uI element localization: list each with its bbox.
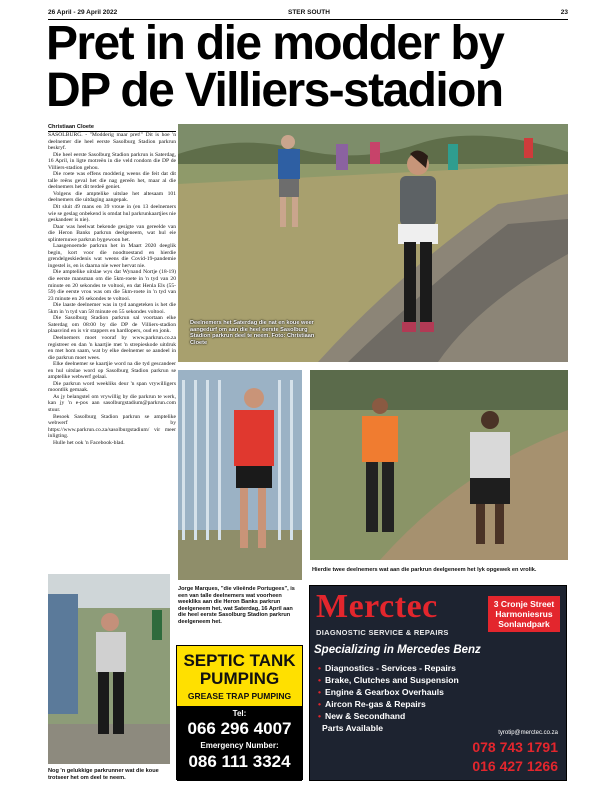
- issue-date: 26 April - 29 April 2022: [48, 9, 118, 16]
- byline: Christiaan Cloete: [48, 124, 176, 132]
- main-photo-caption: Deelnemers het Saterdag die nat en koue weer aangedurf om aan die heel eerste Sasolburg Stadion parkrun deel te neem. Foto: Christiaan Cloete: [190, 320, 315, 346]
- merctec-phone-1: 078 743 1791: [472, 739, 558, 755]
- body-paragraph: Laasgenoemde parkrun het in Maart 2020 deeglik begin, kort voor die noodtoestand en hierdie grendelgeskiedenis wat weens die Covid-19-pandemie ingestel is, en is daarna nie weer hervat nie.: [48, 243, 176, 269]
- body-paragraph: Die parkrun word weekliks deur 'n span vrywilligers moontlik gemaak.: [48, 380, 176, 394]
- body-paragraph: Die laaste deelnemer was in tyd aangeteken is het die 5km in 'n tyd van 58 minute en 55 sekondes voltooi.: [48, 302, 176, 315]
- merctec-service-item: • Engine & Gearbox Overhauls: [318, 687, 444, 697]
- body-paragraph: Besoek Sasolburg Stadion parkrun se amptelike webwerf by https://www.parkrun.co.za/sasolburgstadium/ vir meer inligting.: [48, 413, 176, 440]
- headline-line-1: Pret in die modder by: [46, 17, 504, 70]
- septic-tel-number: 066 296 4007: [187, 719, 292, 738]
- merctec-service-item: • Brake, Clutches and Suspension: [318, 675, 459, 685]
- septic-ad-line-2: PUMPING: [199, 669, 280, 688]
- bullet-icon: •: [318, 699, 322, 709]
- merctec-address-line: Harmoniesrus: [495, 609, 553, 619]
- septic-ad-phone-box: [177, 706, 302, 781]
- jorge-marques-caption: Jorge Marques, "die vlieënde Portugees", is een van talle deelnemers wat voorheen weekliks aan die Heron Banks parkrun deelgeneem het, wat Saterdag, 16 April aan die heel eerste Sasolburg Stadion parkrun deelgeneem het.: [178, 586, 295, 625]
- merctec-advert: [309, 585, 567, 781]
- two-runners-caption: Hierdie twee deelnemers wat aan die parkrun deelgeneem het lyk opgewek en vrolik.: [312, 567, 537, 573]
- body-paragraph: Die heel eerste Sasolburg Stadion parkrun is Saterdag, 16 April, in ligte motreën in die veld rondom die DP de Villiers-stadion gehou.: [48, 151, 176, 171]
- photo-man-red-shirt: [178, 370, 302, 580]
- merctec-phone-2: 016 427 1266: [472, 758, 558, 774]
- merctec-address-line: Sonlandpark: [498, 619, 550, 629]
- bullet-icon: •: [318, 711, 322, 721]
- body-paragraph: As jy belangstel om vrywillig by die parkrun te werk, kan jy 'n e-pos aan sasolburgstadium@parkrun.com stuur.: [48, 393, 176, 413]
- body-paragraph: Hulle het ook 'n Facebook-blad.: [53, 439, 125, 446]
- septic-emergency-number: 086 111 3324: [188, 752, 291, 771]
- septic-ad-line-3: GREASE TRAP PUMPING: [187, 691, 292, 701]
- photo-two-runners: [310, 370, 568, 560]
- body-paragraph: Volgens die amptelike uitslae het altesaam 101 deelnemers die uitdaging aangepak.: [48, 190, 176, 204]
- main-photo-runners-on-muddy-path: [178, 124, 568, 362]
- merctec-service-item: • New & Secondhand: [318, 711, 406, 721]
- body-paragraph: SASOLBURG. - "Modderig maar pret!" Dit is hoe 'n deelnemer die heel eerste Sasolburg Stadion parkrun beskryf.: [48, 132, 176, 152]
- merctec-specialising: Specializing in Mercedes Benz: [314, 644, 481, 656]
- body-paragraph: Die roete was effens modderig weens die feit dat dit talle reëns geval het die nag gereën het, maar al die deelnemers het dit terdeë geniet.: [48, 171, 176, 191]
- photo-woman-runner: [48, 574, 170, 764]
- headline: [46, 17, 576, 117]
- body-paragraph: Elke deelnemer se kaartjie word na die tyd gescandeer en hul uitslae word op Sasolburg Stadion parkrun se amptelike webwerf gelaai.: [48, 361, 176, 381]
- body-paragraph: Daar was heelwat bekende gesigte van gereelde van die Heron Banks parkrun deelgeneem, wat hul eie splinternuwe parkrun bygewoon het.: [48, 223, 176, 243]
- merctec-tagline: DIAGNOSTIC SERVICE & REPAIRS: [316, 628, 449, 637]
- merctec-service-item: Parts Available: [322, 723, 383, 733]
- body-paragraph: Dit sluit 49 mans en 39 vroue in (en 13 deelnemers wie se geslag onbekend is omdat hul parkrunkaartjies nie geskandeer is nie).: [48, 204, 176, 224]
- body-paragraph: Die amptelike uitslae wys dat Wynand Nortje (18-19) die eerste mansman om die 5km-roete in 'n tyd van 20 minute en 20 sekondes te voltooi, en dat Henla Els (55-59) die eerste vrou was om die 5km-roete in 'n tyd van 23 minute en 26 sekondes te voltooi.: [48, 269, 176, 302]
- merctec-email: tyrotip@merctec.co.za: [498, 730, 558, 736]
- septic-tank-advert: [176, 645, 303, 780]
- headline-line-2: DP de Villiers-stadion: [46, 64, 503, 117]
- woman-runner-caption: Nog 'n gelukkige parkrunner wat die koue trotseer het om deel te neem.: [48, 768, 159, 781]
- page-number: 23: [560, 9, 568, 16]
- merctec-service-item: • Diagnostics - Services - Repairs: [318, 663, 456, 673]
- bullet-icon: •: [318, 687, 322, 697]
- merctec-address: [488, 596, 560, 632]
- merctec-logo: Merctec: [316, 588, 438, 625]
- merctec-address-line: 3 Cronje Street: [493, 599, 555, 609]
- septic-tel-label: Tel:: [232, 709, 247, 718]
- bullet-icon: •: [318, 675, 322, 685]
- merctec-service-item: • Aircon Re-gas & Repairs: [318, 699, 426, 709]
- septic-emergency-label: Emergency Number:: [200, 741, 279, 750]
- article-body: [48, 132, 176, 572]
- body-paragraph: Deelnemers moet vooraf by www.parkrun.co.za registreer en dan 'n kaartjie met 'n strepieskode uitdruk en met hom saam, wat by elke deelnemer se aandeel in die parkrun moet wees.: [48, 334, 176, 361]
- publication-name: STER SOUTH: [288, 9, 330, 16]
- merctec-services-list: [318, 662, 488, 734]
- septic-ad-line-1: SEPTIC TANK: [183, 651, 296, 670]
- body-paragraph: Die Sasolburg Stadion parkrun sal voortaan elke Saterdag om 08:00 by die DP de Villiers-stadion plaasvind en is vir stappers en hardlopers, oud en jonk.: [48, 315, 176, 335]
- bullet-icon: •: [318, 663, 322, 673]
